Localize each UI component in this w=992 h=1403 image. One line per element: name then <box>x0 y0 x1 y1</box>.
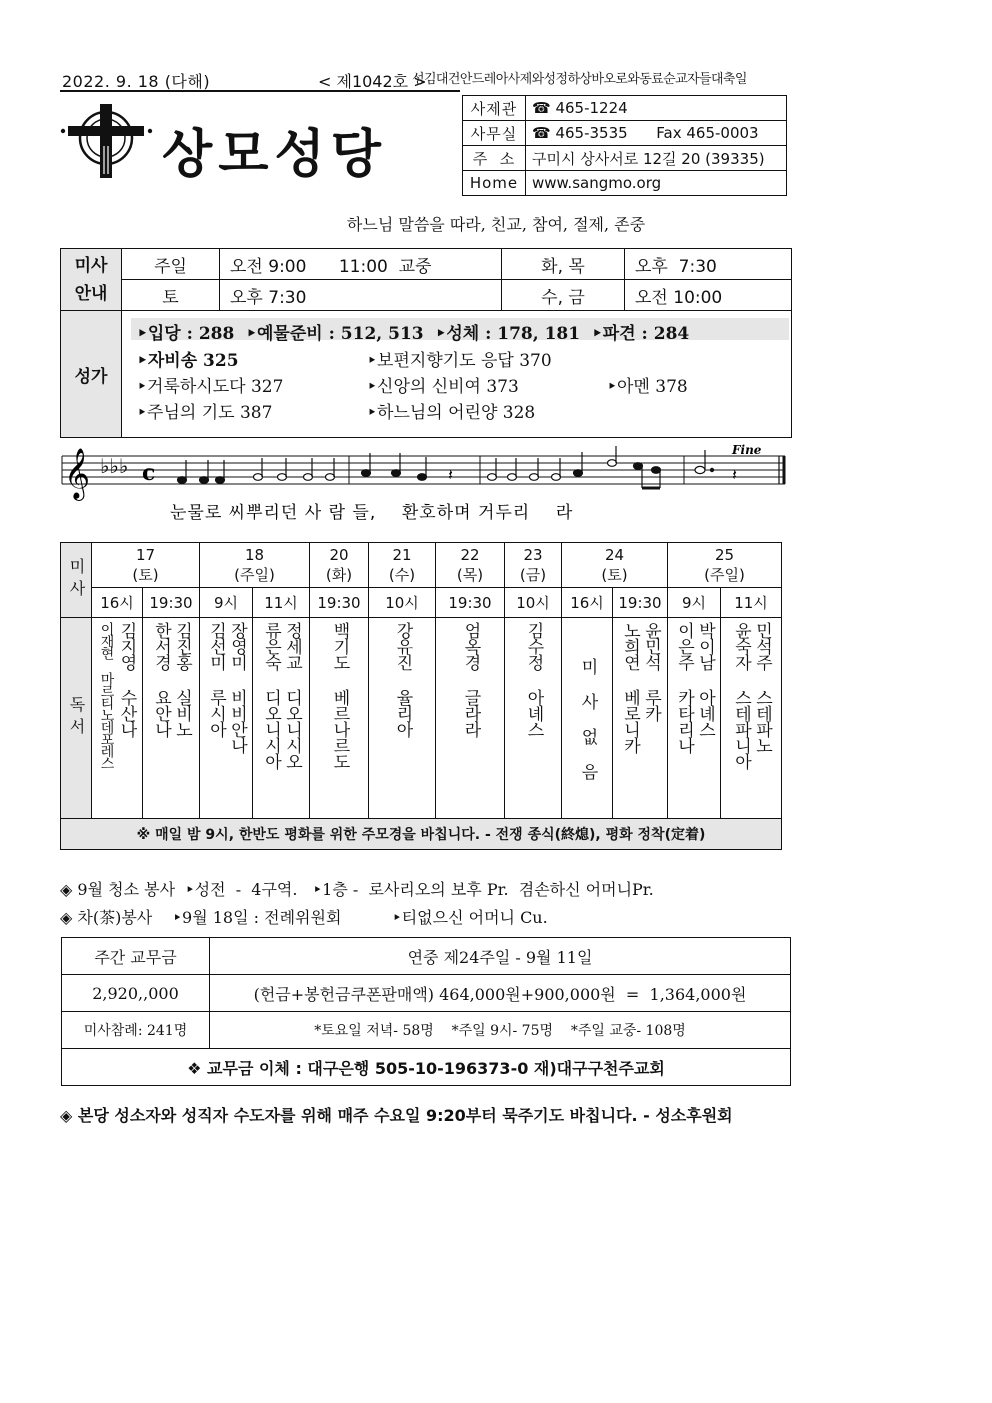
mass-time-cell: 10시 <box>369 588 436 618</box>
reader-cell <box>613 618 668 819</box>
hymn-cell <box>122 311 792 438</box>
contact-label: 사무실 <box>463 121 526 146</box>
offering-col-header: 주간 교무금 <box>62 938 210 975</box>
music-lyrics: 눈물로 씨뿌리던 사 람 들, 환호하며 거두리 라 <box>170 503 574 523</box>
mass-time: 오후 7:30 <box>220 280 502 311</box>
mass-info-table <box>60 248 792 438</box>
contact-label: Home <box>463 171 526 196</box>
mass-time-cell: 19:30 <box>613 588 668 618</box>
day-dow: (토) <box>601 565 628 584</box>
attendance-detail: *토요일 저녁- 58명 *주일 9시- 75명 *주일 교중- 108명 <box>210 1012 791 1049</box>
reader-name: 노희연 베로니카 <box>620 622 640 753</box>
reader-name: 백기도 베르나르도 <box>329 622 350 769</box>
reader-cell <box>92 618 143 819</box>
reader-name: 장영미 비비안나 <box>227 622 247 753</box>
contact-row <box>463 121 787 146</box>
schedule-note-row <box>61 819 782 850</box>
schedule-day <box>505 543 562 588</box>
day-date: 22 <box>460 545 480 564</box>
schedule-time-row <box>61 588 782 618</box>
reader-cell <box>668 618 721 819</box>
no-mass-note: 미 사 없 음 <box>577 658 598 779</box>
weekly-offering-amount: 2,920,,000 <box>62 975 210 1012</box>
schedule-day <box>92 543 200 588</box>
issue-number: < 제1042호 > <box>318 72 427 91</box>
mass-time: 오전 10:00 <box>625 280 792 311</box>
mass-row <box>61 249 792 280</box>
schedule-day <box>436 543 505 588</box>
tea-notice: ◈ 차(茶)봉사 ‣9월 18일 : 전례위원회 ‣티없으신 어머니 Cu. <box>60 908 548 927</box>
day-dow: (금) <box>519 565 547 584</box>
mass-time-cell: 19:30 <box>310 588 369 618</box>
mass-time-cell: 9시 <box>200 588 253 618</box>
treble-clef-icon: 𝄞 <box>64 448 91 499</box>
fine-mark: Fine <box>732 443 762 457</box>
mass-day: 주일 <box>122 249 220 280</box>
reader-cell <box>505 618 562 819</box>
offering-table <box>61 937 791 1086</box>
mass-time-cell: 11시 <box>253 588 310 618</box>
reader-name: 김진홍 실비노 <box>172 622 192 737</box>
day-dow: (토) <box>132 565 159 584</box>
schedule-date-row <box>61 543 782 588</box>
offering-col-header: 연중 제24주일 - 9월 11일 <box>210 938 791 975</box>
day-date: 23 <box>523 545 543 564</box>
peace-prayer-note: ※ 매일 밤 9시, 한반도 평화를 위한 주모경을 바칩니다. - 전쟁 종식(終熄), 평화 정착(定着) <box>61 819 782 850</box>
mass-time-cell: 11시 <box>721 588 782 618</box>
day-date: 24 <box>604 545 625 564</box>
parish-name: 상모성당 <box>162 125 387 185</box>
reader-name: 엄옥경 글라라 <box>460 622 481 737</box>
reader-name: 윤민석 루카 <box>641 622 661 721</box>
day-date: 18 <box>244 545 265 564</box>
schedule-side-label: 미사 <box>61 543 92 618</box>
reader-name: 김지영 수산나 <box>116 622 137 737</box>
mass-time-cell: 19:30 <box>436 588 505 618</box>
reader-cell <box>200 618 253 819</box>
mass-time: 오후 7:30 <box>625 249 792 280</box>
contact-row <box>463 171 787 196</box>
reader-name: 한서경 요안나 <box>151 622 171 737</box>
mass-info-label: 미사 안내 <box>61 249 122 311</box>
day-date: 20 <box>329 545 349 564</box>
day-dow: (수) <box>388 565 416 584</box>
bank-transfer-info: ❖ 교무금 이체 : 대구은행 505-10-196373-0 재)대구구천주교회 <box>62 1049 791 1086</box>
contact-value: ☎ 465-1224 <box>526 96 787 121</box>
svg-text:𝄽: 𝄽 <box>448 465 453 484</box>
contact-label: 주 소 <box>463 146 526 171</box>
reader-name: 박이남 아녜스 <box>695 622 715 737</box>
offering-amount-row <box>62 975 791 1012</box>
contact-row <box>463 96 787 121</box>
reader-cell <box>369 618 436 819</box>
reader-name: 김선미 루시아 <box>206 622 226 737</box>
day-dow: (화) <box>325 565 353 584</box>
schedule-side-label: 독서 <box>61 618 92 819</box>
mass-time-cell: 9시 <box>668 588 721 618</box>
contact-label: 사제관 <box>463 96 526 121</box>
contact-value[interactable]: www.sangmo.org <box>526 171 787 196</box>
schedule-day <box>668 543 782 588</box>
offering-detail: (헌금+봉헌금쿠폰판매액) 464,000원+900,000원 = 1,364,000원 <box>210 975 791 1012</box>
reader-cell <box>562 618 613 819</box>
reader-name: 류은숙 디오니시아 <box>261 622 281 769</box>
feast-title: 성김대건안드레아사제와성정하상바오로와동료순교자들대축일 <box>412 72 747 87</box>
mass-row <box>61 280 792 311</box>
contact-value: 구미시 상사서로 12길 20 (39335) <box>526 146 787 171</box>
day-date: 21 <box>392 545 412 564</box>
reader-name: 민석주 스테파노 <box>752 622 772 753</box>
hymn-label: 성가 <box>61 311 122 438</box>
contact-row <box>463 146 787 171</box>
day-dow: (주일) <box>704 565 745 584</box>
reader-cell <box>310 618 369 819</box>
mass-day: 토 <box>122 280 220 311</box>
hymn-item: ‣거룩하시도다 327 <box>137 377 284 397</box>
reader-cell <box>721 618 782 819</box>
svg-text:c: c <box>142 460 156 486</box>
cleaning-notice: ◈ 9월 청소 봉사 ‣성전 - 4구역. ‣1층 - 로사리오의 보후 Pr. 겸손하신 어머니Pr. <box>60 880 654 899</box>
hymn-item: ‣신앙의 신비여 373 <box>367 377 519 397</box>
schedule-day <box>200 543 310 588</box>
reader-name: 이재현 마르티노데포레스 <box>98 622 115 768</box>
schedule-day <box>562 543 668 588</box>
reader-cell <box>253 618 310 819</box>
hymn-item: ‣주님의 기도 387 <box>137 403 273 423</box>
reader-name: 정세교 디오니시오 <box>282 622 302 769</box>
music-score <box>60 440 790 530</box>
transfer-row <box>62 1049 791 1086</box>
svg-text:♭♭♭: ♭♭♭ <box>100 454 129 478</box>
day-dow: (주일) <box>234 565 275 584</box>
reader-name: 강유진 율리아 <box>392 622 413 737</box>
hymn-item: ‣보편지향기도 응답 370 <box>367 351 552 371</box>
cross-logo-icon <box>60 100 160 180</box>
hymn-row <box>61 311 792 438</box>
notes-group <box>178 446 714 488</box>
bulletin-date: 2022. 9. 18 (다해) <box>62 72 211 91</box>
mass-day: 수, 금 <box>502 280 625 311</box>
reader-name: 김수정 아녜스 <box>523 622 544 737</box>
day-date: 17 <box>135 545 156 564</box>
reader-cell <box>143 618 200 819</box>
contact-value: ☎ 465-3535 Fax 465-0003 <box>526 121 787 146</box>
header-rule <box>60 90 460 92</box>
hymn-box <box>123 312 790 436</box>
schedule-day <box>369 543 436 588</box>
hymn-propers: ‣입당 : 288 ‣예물준비 : 512, 513 ‣성체 : 178, 181 ‣파견 : 284 <box>137 324 690 344</box>
mass-time-cell: 16시 <box>92 588 143 618</box>
hymn-item: ‣하느님의 어린양 328 <box>367 403 536 423</box>
contact-table <box>462 95 787 196</box>
mass-time-cell: 16시 <box>562 588 613 618</box>
mass-time-cell: 19:30 <box>143 588 200 618</box>
hymn-item: ‣아멘 378 <box>607 377 688 397</box>
reader-name: 이은주 카타리나 <box>674 622 694 753</box>
schedule-reader-row <box>61 618 782 819</box>
mass-day: 화, 목 <box>502 249 625 280</box>
mass-time: 오전 9:00 11:00 교중 <box>220 249 502 280</box>
parish-motto: 하느님 말씀을 따라, 친교, 참여, 절제, 존중 <box>346 215 646 234</box>
attendance-row <box>62 1012 791 1049</box>
offering-header-row <box>62 938 791 975</box>
vocation-prayer-notice: ◈ 본당 성소자와 성직자 수도자를 위해 매주 수요일 9:20부터 묵주기도 바칩니다. - 성소후원회 <box>60 1106 733 1125</box>
reader-cell <box>436 618 505 819</box>
reader-name: 윤숙자 스테파니아 <box>731 622 751 769</box>
mass-time-cell: 10시 <box>505 588 562 618</box>
day-dow: (목) <box>456 565 484 584</box>
attendance-total: 미사참례: 241명 <box>62 1012 210 1049</box>
svg-text:𝄽: 𝄽 <box>732 465 737 484</box>
hymn-item: ‣자비송 325 <box>137 351 239 371</box>
reader-schedule-table <box>60 542 782 850</box>
schedule-day <box>310 543 369 588</box>
day-date: 25 <box>714 545 735 564</box>
